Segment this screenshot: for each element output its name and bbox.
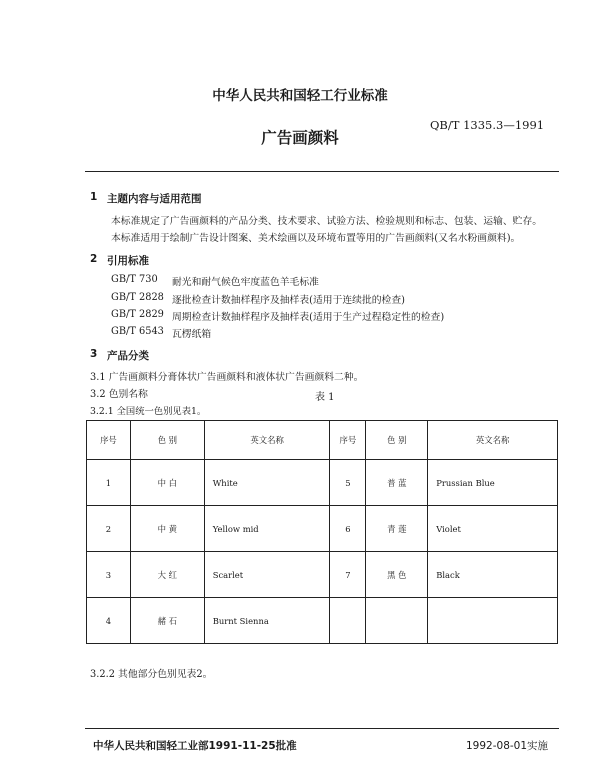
section-1-number: 1 — [90, 191, 98, 203]
implementation-date: 1992-08-01实施 — [466, 740, 549, 752]
standard-code: QB/T 1335.3—1991 — [430, 118, 545, 132]
header-no: 序号 — [87, 421, 131, 460]
header-color: 色 别 — [130, 421, 204, 460]
section-2-title: 引用标准 — [107, 255, 149, 267]
clause-3-2: 3.2 色别名称 — [90, 389, 148, 400]
section-1-paragraph-1: 本标准规定了广告画颜料的产品分类、技术要求、试验方法、检验规则和标志、包装、运输、贮存。 — [111, 216, 543, 227]
section-1-title: 主题内容与适用范围 — [107, 193, 202, 205]
cell-no: 2 — [87, 506, 131, 552]
cell-english: Violet — [428, 506, 558, 552]
table-row — [87, 598, 558, 644]
section-1-paragraph-2: 本标准适用于绘制广告设计图案、美术绘画以及环境布置等用的广告画颜料(又名水粉画颜料)。 — [111, 233, 521, 244]
ref-text: 周期检查计数抽样程序及抽样表(适用于生产过程稳定性的检查) — [172, 312, 445, 323]
footer-divider — [85, 728, 559, 729]
ref-code: GB/T 6543 — [111, 326, 164, 337]
table-header-row — [87, 421, 558, 460]
cell-color: 赭 石 — [130, 598, 204, 644]
section-2-number: 2 — [90, 253, 98, 265]
table-row — [87, 506, 558, 552]
section-3-number: 3 — [90, 348, 98, 360]
header-divider — [85, 171, 559, 172]
cell-color: 大 红 — [130, 552, 204, 598]
cell-no: 5 — [330, 460, 366, 506]
table-1 — [86, 420, 558, 644]
ref-text: 逐批检查计数抽样程序及抽样表(适用于连续批的检查) — [172, 295, 405, 306]
table-1-caption: 表 1 — [315, 392, 335, 403]
cell-color — [366, 598, 428, 644]
cell-english: Black — [428, 552, 558, 598]
clause-3-2-1: 3.2.1 全国统一色别见表1。 — [90, 406, 207, 417]
cell-no — [330, 598, 366, 644]
table-row — [87, 460, 558, 506]
cell-english: White — [204, 460, 330, 506]
cell-english: Scarlet — [204, 552, 330, 598]
ref-text: 瓦楞纸箱 — [172, 329, 212, 340]
cell-no: 1 — [87, 460, 131, 506]
header-no: 序号 — [330, 421, 366, 460]
header-color: 色 别 — [366, 421, 428, 460]
header-english: 英文名称 — [428, 421, 558, 460]
table-row — [87, 552, 558, 598]
document-title: 广告画颜料 — [261, 129, 339, 147]
cell-color: 中 黄 — [130, 506, 204, 552]
cell-color: 普 蓝 — [366, 460, 428, 506]
cell-no: 7 — [330, 552, 366, 598]
cell-color: 黑 色 — [366, 552, 428, 598]
header-english: 英文名称 — [204, 421, 330, 460]
clause-3-2-2: 3.2.2 其他部分色别见表2。 — [90, 669, 213, 680]
cell-no: 6 — [330, 506, 366, 552]
cell-color: 青 莲 — [366, 506, 428, 552]
cell-english: Burnt Sienna — [204, 598, 330, 644]
cell-no: 4 — [87, 598, 131, 644]
section-3-title: 产品分类 — [107, 350, 149, 362]
cell-english — [428, 598, 558, 644]
approval-date: 中华人民共和国轻工业部1991-11-25批准 — [93, 740, 297, 752]
ref-code: GB/T 730 — [111, 274, 158, 285]
clause-3-1: 3.1 广告画颜料分膏体状广告画颜料和液体状广告画颜料二种。 — [90, 372, 364, 383]
ref-code: GB/T 2828 — [111, 292, 164, 303]
cell-english: Yellow mid — [204, 506, 330, 552]
standard-type-header: 中华人民共和国轻工行业标准 — [212, 88, 388, 104]
cell-english: Prussian Blue — [428, 460, 558, 506]
ref-text: 耐光和耐气候色牢度蓝色羊毛标准 — [172, 277, 319, 288]
cell-no: 3 — [87, 552, 131, 598]
ref-code: GB/T 2829 — [111, 309, 164, 320]
cell-color: 中 白 — [130, 460, 204, 506]
